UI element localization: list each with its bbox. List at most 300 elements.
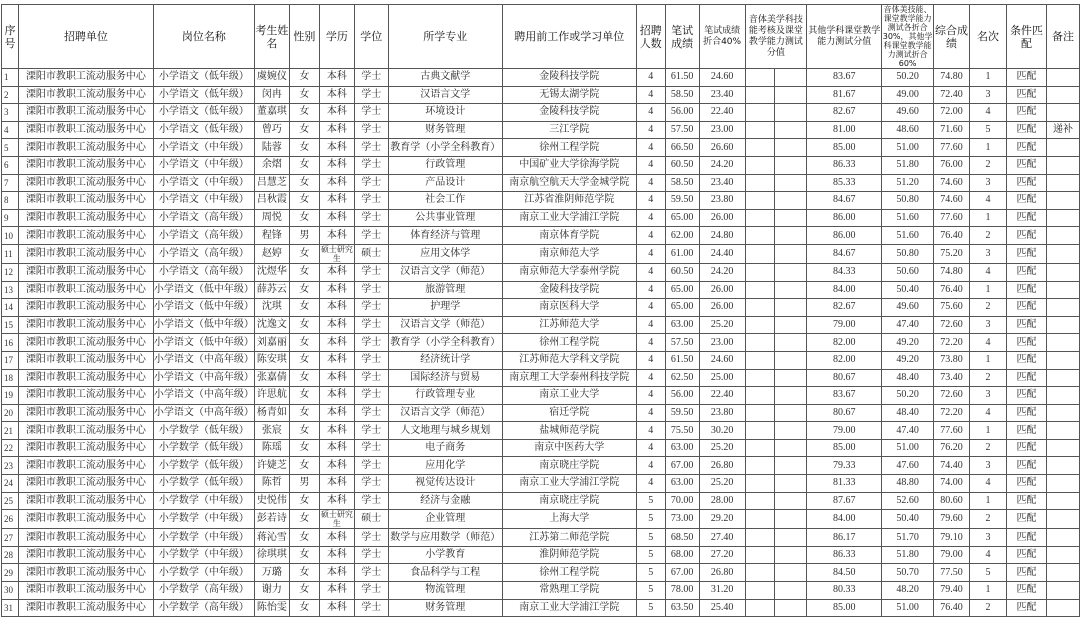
cell-gender: 女 [289,351,319,369]
cell-written: 78.00 [665,582,699,600]
cell-quota: 4 [636,139,665,157]
cell-idx: 8 [2,192,19,210]
cell-rank: 1 [970,422,1007,440]
cell-written40: 23.00 [699,121,745,139]
cell-idx: 4 [2,121,19,139]
cell-unit: 溧阳市教职工流动服务中心 [18,546,153,564]
cell-rank: 1 [970,281,1007,299]
table-row [2,510,1080,529]
cell-written40: 24.40 [699,244,745,263]
cell-rank: 2 [970,299,1007,317]
cell-other: 86.33 [807,546,882,564]
cell-art-skill [745,174,775,192]
cell-total: 72.00 [934,104,970,122]
cell-total: 75.60 [934,299,970,317]
cell-major: 小学教育 [388,546,502,564]
cell-quota: 5 [636,529,665,547]
cell-note [1046,86,1079,104]
cell-unit: 溧阳市教职工流动服务中心 [18,227,153,245]
cell-idx: 7 [2,174,19,192]
cell-unit: 溧阳市教职工流动服务中心 [18,174,153,192]
cell-edu: 本科 [319,546,354,564]
cell-org: 徐州工程学院 [502,334,636,352]
cell-quota: 4 [636,192,665,210]
cell-total: 72.60 [934,316,970,334]
cell-edu: 本科 [319,299,354,317]
cell-rank: 4 [970,546,1007,564]
cell-major: 公共事业管理 [388,209,502,227]
cell-degree: 学士 [354,492,388,510]
cell-art-skill [745,316,775,334]
cell-converted: 49.20 [882,334,934,352]
cell-other: 80.67 [807,404,882,422]
cell-unit: 溧阳市教职工流动服务中心 [18,387,153,405]
cell-edu: 本科 [319,263,354,281]
cell-post: 小学数学（低年级） [153,439,254,457]
cell-edu: 本科 [319,121,354,139]
cell-art-teaching [775,529,807,547]
cell-note [1046,599,1079,617]
cell-written40: 25.20 [699,316,745,334]
cell-edu: 本科 [319,582,354,600]
cell-art-skill [745,510,775,529]
cell-gender: 女 [289,599,319,617]
cell-art-teaching [775,546,807,564]
cell-other: 83.67 [807,387,882,405]
cell-post: 小学数学（低年级） [153,422,254,440]
cell-name: 史悦伟 [254,492,289,510]
cell-total: 79.60 [934,510,970,529]
header-note: 备注 [1046,5,1079,69]
cell-name: 沈琪 [254,299,289,317]
cell-name: 陈哲 [254,475,289,493]
cell-total: 74.60 [934,192,970,210]
cell-quota: 4 [636,86,665,104]
cell-total: 72.20 [934,404,970,422]
cell-art-skill [745,387,775,405]
cell-major: 企业管理 [388,510,502,529]
cell-degree: 学士 [354,564,388,582]
cell-idx: 26 [2,510,19,529]
cell-unit: 溧阳市教职工流动服务中心 [18,244,153,263]
cell-rank: 2 [970,369,1007,387]
table-row [2,475,1080,493]
cell-org: 南京师范大学 [502,244,636,263]
cell-art-skill [745,209,775,227]
cell-written: 58.50 [665,86,699,104]
header-rank: 名次 [970,5,1007,69]
table-row [2,457,1080,475]
cell-written40: 23.00 [699,334,745,352]
cell-total: 76.00 [934,156,970,174]
cell-art-skill [745,227,775,245]
cell-converted: 48.80 [882,475,934,493]
cell-written40: 29.20 [699,510,745,529]
cell-match: 匹配 [1006,387,1046,405]
cell-converted: 50.40 [882,281,934,299]
cell-written: 66.50 [665,139,699,157]
cell-rank: 3 [970,316,1007,334]
cell-degree: 学士 [354,69,388,87]
cell-post: 小学数学（中年级） [153,564,254,582]
header-gender: 性别 [289,5,319,69]
cell-match: 匹配 [1006,599,1046,617]
cell-idx: 22 [2,439,19,457]
cell-name: 彭若诗 [254,510,289,529]
cell-degree: 学士 [354,156,388,174]
header-other: 其他学科课堂教学能力测试分值 [807,5,882,69]
cell-degree: 学士 [354,582,388,600]
header-match: 条件匹配 [1006,5,1046,69]
cell-idx: 25 [2,492,19,510]
table-row [2,121,1080,139]
cell-total: 77.60 [934,422,970,440]
cell-post: 小学语文（中高年级） [153,387,254,405]
cell-unit: 溧阳市教职工流动服务中心 [18,422,153,440]
cell-major: 汉语言文学（师范） [388,404,502,422]
cell-converted: 51.60 [882,227,934,245]
table-row [2,281,1080,299]
cell-art-skill [745,281,775,299]
cell-written40: 25.00 [699,369,745,387]
cell-edu: 本科 [319,69,354,87]
cell-post: 小学语文（低中年级） [153,316,254,334]
cell-other: 81.33 [807,475,882,493]
cell-idx: 30 [2,582,19,600]
cell-note [1046,351,1079,369]
cell-edu: 本科 [319,316,354,334]
cell-name: 杨青如 [254,404,289,422]
table-row [2,156,1080,174]
cell-gender: 女 [289,263,319,281]
cell-edu: 本科 [319,174,354,192]
cell-degree: 学士 [354,86,388,104]
cell-degree: 学士 [354,351,388,369]
header-major: 所学专业 [388,5,502,69]
table-row [2,104,1080,122]
cell-major: 汉语言文学（师范） [388,263,502,281]
cell-note [1046,457,1079,475]
cell-degree: 硕士 [354,510,388,529]
cell-major: 经济与金融 [388,492,502,510]
cell-written40: 28.00 [699,492,745,510]
table-row [2,529,1080,547]
cell-org: 南京中医药大学 [502,439,636,457]
cell-idx: 17 [2,351,19,369]
cell-match: 匹配 [1006,263,1046,281]
cell-match: 匹配 [1006,334,1046,352]
cell-art-skill [745,156,775,174]
cell-post: 小学语文（低年级） [153,69,254,87]
cell-gender: 女 [289,104,319,122]
cell-org: 南京晓庄学院 [502,492,636,510]
cell-degree: 学士 [354,281,388,299]
cell-art-skill [745,192,775,210]
cell-rank: 4 [970,263,1007,281]
cell-edu: 本科 [319,564,354,582]
cell-rank: 4 [970,104,1007,122]
cell-total: 71.60 [934,121,970,139]
cell-major: 古典文献学 [388,69,502,87]
cell-post: 小学语文（低年级） [153,86,254,104]
cell-unit: 溧阳市教职工流动服务中心 [18,316,153,334]
cell-written: 70.00 [665,492,699,510]
cell-match: 匹配 [1006,510,1046,529]
cell-converted: 48.40 [882,404,934,422]
cell-degree: 学士 [354,334,388,352]
cell-name: 周悦 [254,209,289,227]
cell-match: 匹配 [1006,439,1046,457]
cell-rank: 1 [970,351,1007,369]
cell-degree: 学士 [354,422,388,440]
cell-match: 匹配 [1006,422,1046,440]
cell-match: 匹配 [1006,492,1046,510]
cell-converted: 51.80 [882,156,934,174]
cell-note [1046,244,1079,263]
cell-idx: 12 [2,263,19,281]
cell-written40: 26.00 [699,209,745,227]
cell-art-teaching [775,510,807,529]
table-row [2,69,1080,87]
header-org: 聘用前工作或学习单位 [502,5,636,69]
cell-org: 南京晓庄学院 [502,457,636,475]
cell-written40: 24.20 [699,156,745,174]
cell-match: 匹配 [1006,227,1046,245]
cell-unit: 溧阳市教职工流动服务中心 [18,69,153,87]
cell-quota: 4 [636,244,665,263]
cell-quota: 4 [636,121,665,139]
cell-degree: 学士 [354,599,388,617]
cell-edu: 本科 [319,209,354,227]
cell-name: 张嘉倩 [254,369,289,387]
cell-art-teaching [775,316,807,334]
cell-edu: 本科 [319,139,354,157]
cell-note [1046,209,1079,227]
cell-name: 吕秋霞 [254,192,289,210]
cell-org: 宿迁学院 [502,404,636,422]
cell-note [1046,529,1079,547]
cell-major: 国际经济与贸易 [388,369,502,387]
cell-gender: 女 [289,334,319,352]
cell-art-teaching [775,439,807,457]
cell-total: 74.60 [934,174,970,192]
cell-org: 无锡太湖学院 [502,86,636,104]
cell-converted: 50.80 [882,244,934,263]
cell-org: 南京工业大学浦江学院 [502,475,636,493]
cell-converted: 48.60 [882,121,934,139]
cell-written: 68.50 [665,529,699,547]
cell-major: 教育学（小学全科教育） [388,139,502,157]
cell-rank: 3 [970,387,1007,405]
cell-edu: 本科 [319,529,354,547]
cell-written40: 27.40 [699,529,745,547]
cell-written40: 23.80 [699,404,745,422]
cell-gender: 女 [289,457,319,475]
cell-note [1046,546,1079,564]
cell-org: 江苏师范大学科文学院 [502,351,636,369]
cell-name: 沈煜华 [254,263,289,281]
cell-edu: 本科 [319,192,354,210]
cell-degree: 学士 [354,121,388,139]
cell-written: 59.50 [665,192,699,210]
cell-unit: 溧阳市教职工流动服务中心 [18,281,153,299]
cell-art-teaching [775,104,807,122]
cell-idx: 28 [2,546,19,564]
cell-rank: 2 [970,510,1007,529]
cell-edu: 本科 [319,334,354,352]
cell-name: 赵婷 [254,244,289,263]
cell-art-skill [745,104,775,122]
cell-match: 匹配 [1006,156,1046,174]
cell-art-teaching [775,299,807,317]
cell-gender: 女 [289,281,319,299]
cell-note [1046,582,1079,600]
cell-quota: 5 [636,492,665,510]
cell-gender: 女 [289,156,319,174]
cell-art-teaching [775,86,807,104]
cell-quota: 4 [636,387,665,405]
cell-org: 金陵科技学院 [502,69,636,87]
cell-post: 小学数学（中年级） [153,529,254,547]
cell-degree: 学士 [354,209,388,227]
cell-edu: 本科 [319,227,354,245]
cell-note [1046,69,1079,87]
cell-other: 79.00 [807,316,882,334]
cell-match: 匹配 [1006,457,1046,475]
cell-other: 79.33 [807,457,882,475]
cell-post: 小学语文（中年级） [153,139,254,157]
cell-art-skill [745,564,775,582]
cell-other: 85.00 [807,439,882,457]
cell-other: 86.00 [807,227,882,245]
table-row [2,244,1080,263]
table-row [2,139,1080,157]
cell-art-skill [745,334,775,352]
cell-converted: 51.20 [882,174,934,192]
cell-gender: 女 [289,439,319,457]
cell-rank: 2 [970,439,1007,457]
cell-gender: 女 [289,86,319,104]
cell-total: 74.40 [934,457,970,475]
cell-rank: 1 [970,582,1007,600]
cell-other: 82.00 [807,351,882,369]
cell-written40: 24.20 [699,263,745,281]
cell-match: 匹配 [1006,104,1046,122]
cell-match: 匹配 [1006,404,1046,422]
cell-written40: 26.00 [699,281,745,299]
cell-major: 行政管理 [388,156,502,174]
cell-major: 电子商务 [388,439,502,457]
cell-total: 79.10 [934,529,970,547]
cell-unit: 溧阳市教职工流动服务中心 [18,582,153,600]
cell-note: 递补 [1046,121,1079,139]
cell-post: 小学语文（高年级） [153,244,254,263]
cell-note [1046,156,1079,174]
cell-match: 匹配 [1006,281,1046,299]
cell-converted: 48.20 [882,582,934,600]
cell-converted: 49.00 [882,86,934,104]
cell-rank: 2 [970,599,1007,617]
table-row [2,599,1080,617]
cell-written40: 27.20 [699,546,745,564]
cell-org: 金陵科技学院 [502,104,636,122]
cell-edu: 本科 [319,492,354,510]
cell-art-teaching [775,351,807,369]
cell-quota: 4 [636,156,665,174]
cell-other: 83.67 [807,69,882,87]
cell-other: 81.00 [807,121,882,139]
table-row [2,546,1080,564]
cell-name: 余熠 [254,156,289,174]
cell-written40: 25.20 [699,475,745,493]
cell-converted: 51.00 [882,599,934,617]
header-post: 岗位名称 [153,5,254,69]
cell-gender: 女 [289,582,319,600]
cell-written40: 26.80 [699,564,745,582]
cell-degree: 学士 [354,227,388,245]
cell-edu: 本科 [319,86,354,104]
cell-org: 江苏第二师范学院 [502,529,636,547]
results-table [1,4,1080,617]
cell-gender: 女 [289,174,319,192]
cell-org: 南京工业大学浦江学院 [502,209,636,227]
cell-major: 产品设计 [388,174,502,192]
cell-art-skill [745,529,775,547]
header-converted: 音体美技能、课堂教学能力测试各折合30%，其他学科课堂教学能力测试折合60% [882,5,933,68]
cell-written40: 25.20 [699,439,745,457]
cell-org: 南京理工大学泰州科技学院 [502,369,636,387]
cell-rank: 5 [970,121,1007,139]
cell-idx: 23 [2,457,19,475]
cell-gender: 女 [289,192,319,210]
cell-art-teaching [775,387,807,405]
cell-art-skill [745,582,775,600]
cell-name: 薛苏云 [254,281,289,299]
cell-name: 陈安琪 [254,351,289,369]
cell-org: 盐城师范学院 [502,422,636,440]
cell-art-teaching [775,263,807,281]
table-row [2,564,1080,582]
cell-edu: 本科 [319,422,354,440]
cell-degree: 学士 [354,439,388,457]
cell-match: 匹配 [1006,121,1046,139]
cell-unit: 溧阳市教职工流动服务中心 [18,492,153,510]
cell-written40: 23.80 [699,192,745,210]
cell-written40: 22.40 [699,104,745,122]
cell-match: 匹配 [1006,244,1046,263]
cell-idx: 18 [2,369,19,387]
cell-unit: 溧阳市教职工流动服务中心 [18,86,153,104]
table-row [2,351,1080,369]
cell-post: 小学语文（中高年级） [153,369,254,387]
cell-gender: 女 [289,404,319,422]
cell-name: 蒋沁雪 [254,529,289,547]
cell-degree: 学士 [354,299,388,317]
cell-written: 60.50 [665,263,699,281]
cell-post: 小学语文（中年级） [153,156,254,174]
cell-other: 80.67 [807,369,882,387]
cell-other: 82.67 [807,104,882,122]
cell-art-teaching [775,174,807,192]
header-written: 笔试成绩 [665,5,699,69]
cell-written: 67.00 [665,457,699,475]
cell-written: 62.50 [665,369,699,387]
cell-art-teaching [775,599,807,617]
cell-post: 小学数学（低年级） [153,457,254,475]
cell-art-skill [745,86,775,104]
cell-major: 食品科学与工程 [388,564,502,582]
cell-gender: 男 [289,227,319,245]
